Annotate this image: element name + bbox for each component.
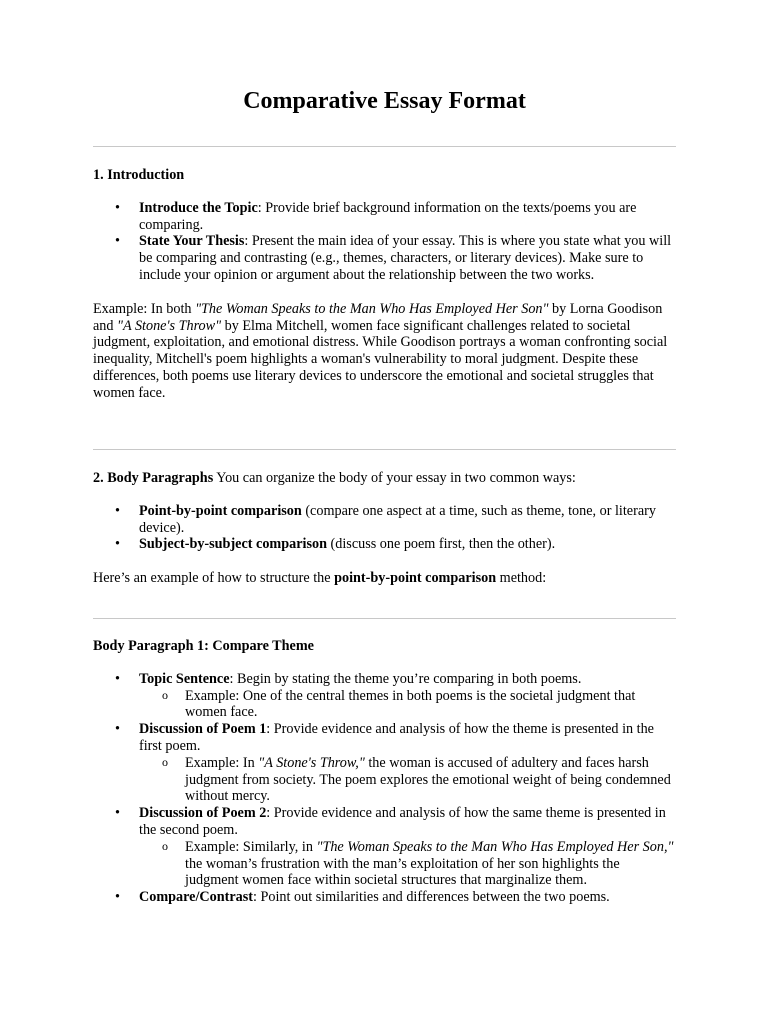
body-list — [93, 503, 676, 553]
structure-note: Here’s an example of how to structure the point-by-point comparison method: — [93, 570, 547, 587]
list-item-term: Introduce the Topic — [139, 199, 258, 216]
list-item — [93, 200, 676, 234]
list-item-term: State Your Thesis — [139, 233, 245, 250]
divider — [93, 449, 676, 450]
list-item — [93, 536, 676, 553]
poem-title: "The Woman Speaks to the Man Who Has Employed Her Son," — [316, 838, 674, 855]
list-item — [93, 233, 676, 283]
body-section — [93, 470, 676, 587]
list-item-text: : Provide brief background information on the texts/poems you are comparing. — [139, 199, 637, 233]
list-item-text: : Provide evidence and analysis of how the theme is presented in the first poem. — [139, 721, 654, 754]
list-item-text: (compare one aspect at a time, such as theme, tone, or literary device). — [139, 502, 656, 536]
poem-title: "A Stone's Throw" — [117, 317, 222, 334]
sub-list-item: o Example: One of the central themes in both poems is the societal judgment that women face. — [139, 688, 676, 722]
intro-section — [93, 167, 676, 402]
list-item — [93, 671, 676, 721]
list-item-text: : Present the main idea of your essay. This is where you state what you will be comparing and contrasting (e.g., themes, characters, or literary devices). Make sure to include your opinion or argument about the relationship between the two works. — [139, 233, 672, 283]
sub-list-item: o Example: Similarly, in "The Woman Speaks to the Man Who Has Employed Her Son," the woman’s frustration with the man’s exploitation of her son highlights the judgment women face within societal structures that marginalize them. — [139, 839, 676, 889]
sub-list — [139, 688, 676, 722]
paragraph1-list — [93, 671, 676, 906]
intro-heading: 1. Introduction — [93, 167, 185, 183]
list-item-text: : Provide evidence and analysis of how the same theme is presented in the second poem. — [139, 805, 666, 838]
intro-example: Example: In both "The Woman Speaks to the Man Who Has Employed Her Son" by Lorna Goodison and "A Stone's Throw" by Elma Mitchell, women face significant challenges related to societal judgment, exploitation, and emotional distress. While Goodison portrays a woman confronting social inequality, Mitchell's poem highlights a woman's vulnerability to moral judgment. Despite these differences, both poems use literary devices to underscore the emotional and societal struggles that women face. — [93, 300, 668, 401]
poem-title: "The Woman Speaks to the Man Who Has Employed Her Son" — [195, 300, 549, 317]
list-item-term: Discussion of Poem 2 — [139, 805, 267, 822]
list-item-term: Point-by-point comparison — [139, 502, 302, 519]
list-item — [93, 805, 676, 889]
list-item — [93, 889, 676, 906]
list-item-term: Topic Sentence — [139, 670, 230, 687]
body-heading: 2. Body Paragraphs You can organize the body of your essay in two common ways: — [93, 470, 576, 486]
sub-list — [139, 755, 676, 805]
list-item-text: (discuss one poem first, then the other). — [326, 536, 556, 553]
divider — [93, 146, 676, 147]
page-title: Comparative Essay Format — [243, 88, 526, 114]
intro-list — [93, 200, 676, 284]
list-item-term: Subject-by-subject comparison — [139, 536, 327, 553]
sub-list — [139, 839, 676, 889]
divider — [93, 618, 676, 619]
sub-list-item: o Example: In "A Stone's Throw," the woman is accused of adultery and faces harsh judgment from society. The poem explores the emotional weight of being condemned without mercy. — [139, 755, 676, 805]
list-item-text: : Begin by stating the theme you’re comparing in both poems. — [229, 670, 582, 687]
poem-title: "A Stone's Throw," — [258, 754, 365, 771]
list-item — [93, 721, 676, 805]
list-item-text: : Point out similarities and differences between the two poems. — [253, 889, 610, 906]
list-item-term: Compare/Contrast — [139, 889, 254, 906]
list-item-term: Discussion of Poem 1 — [139, 721, 267, 738]
paragraph1-heading: Body Paragraph 1: Compare Theme — [93, 638, 314, 654]
list-item — [93, 503, 676, 537]
paragraph1-section — [93, 638, 676, 906]
